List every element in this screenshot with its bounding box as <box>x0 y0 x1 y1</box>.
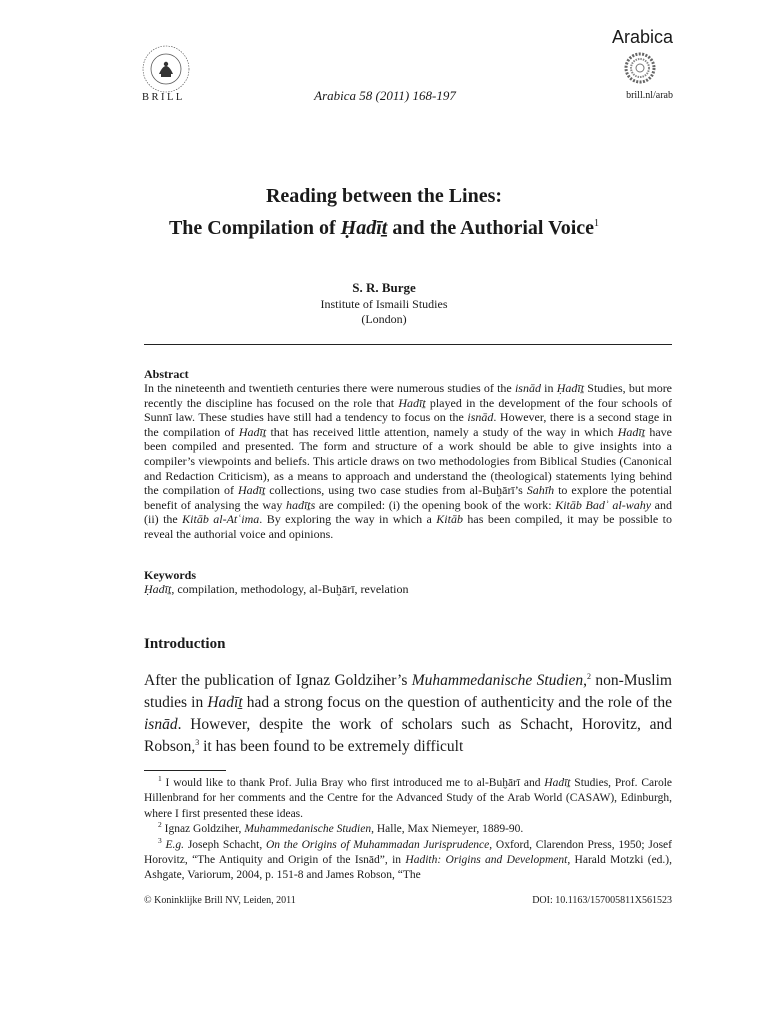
journal-url: brill.nl/arab <box>626 90 673 101</box>
article-title <box>95 182 673 242</box>
abstract-text: In the nineteenth and twentieth centuries there were numerous studies of the isnād in Ḥadīṯ Studies, but more recently the discipline has focused on the role that Hadīṯ played in the development of the four schools of Sunnī law. These studies have still had a tendency to focus on the isnād. However, there is a second stage in the compilation of Hadīṯ that has received little attention, namely a study of the way in which Hadīṯ have been compiled and presented. The form and structure of a work should be able to give insights into a compiler’s viewpoints and beliefs. This article draws on two methodologies from Biblical Studies (Canonical and Redaction Criticism), as a means to approach and understand the (theological) statements lying behind the compilation of Hadīṯ collections, using two case studies from al-Buḫārī’s Sahīh to explore the potential benefit of analysing the way hadīṯs are compiled: (i) the opening book of the work: Kitāb Badʾ al-wahy and (ii) the Kitāb al-Atʿima. By exploring the way in which a Kitāb has been compiled, it may be possible to reveal the authorial voice and opinions. <box>144 381 673 541</box>
brill-seal-logo <box>141 44 191 94</box>
footnote-ref-3[interactable]: 3 <box>195 738 200 747</box>
keywords-list: Ḥadīṯ, compilation, methodology, al-Buḫārī, revelation <box>144 582 409 596</box>
abstract-heading: Abstract <box>144 367 189 381</box>
footnote-2: $^2$ Ignaz Goldziher, Muhammedanische Studien, Halle, Max Niemeyer, 1889-90. <box>158 820 524 836</box>
footnote-1: $^1$ I would like to thank Prof. Julia Bray who first introduced me to al-Buḫārī and Hadīṯ Studies, Prof. Carole Hillenbrand for her comments and the Centre for the Advanced Study of the Arab World (CASAW), Edinburgh, where I first presented these ideas. <box>144 774 672 820</box>
doi-link[interactable]: DOI: 10.1163/157005811X561523 <box>532 895 672 906</box>
footnotes <box>144 776 672 884</box>
title-footnote-mark: 1 <box>594 218 600 229</box>
footnote-ref-2[interactable]: 2 <box>586 672 591 681</box>
author-affiliation: Institute of Ismaili Studies (London) <box>320 297 448 326</box>
arabica-emblem-icon <box>624 52 656 84</box>
footnote-separator <box>144 770 226 771</box>
title-line-1: Reading between the Lines: <box>265 185 503 207</box>
divider-rule <box>144 344 672 345</box>
author-name: S. R. Burge <box>352 280 416 295</box>
journal-reference: Arabica 58 (2011) 168-197 <box>314 88 456 103</box>
keywords-heading: Keywords <box>144 568 196 582</box>
footnote-3: $^3$ E.g. Joseph Schacht, On the Origins of Muhammadan Jurisprudence, Oxford, Clarendon Press, 1950; Josef Horovitz, “The Antiquity and Origin of the Isnād”, in Hadith: Origins and Development, Harald Motzki (ed.), Ashgate, Variorum, 2004, p. 151-8 and James Robson, “The <box>144 835 673 882</box>
journal-name: Arabica <box>611 27 673 47</box>
introduction-heading: Introduction <box>144 636 226 652</box>
title-line-2: The Compilation of Ḥadīṯ and the Authorial Voice$^1$ <box>168 217 600 239</box>
introduction-text: After the publication of Ignaz Goldziher’s Muhammedanische Studien,$^2$ non-Muslim studies in Hadīṯ had a strong focus on the question of authenticity and the role of the isnād. However, despite the work of scholars such as Schacht, Horovitz, and Robson,$^3$ it has been found to be extremely difficult <box>144 672 672 755</box>
publisher-name: BRILL <box>142 92 185 103</box>
copyright-notice: © Koninklijke Brill NV, Leiden, 2011 <box>144 895 296 906</box>
